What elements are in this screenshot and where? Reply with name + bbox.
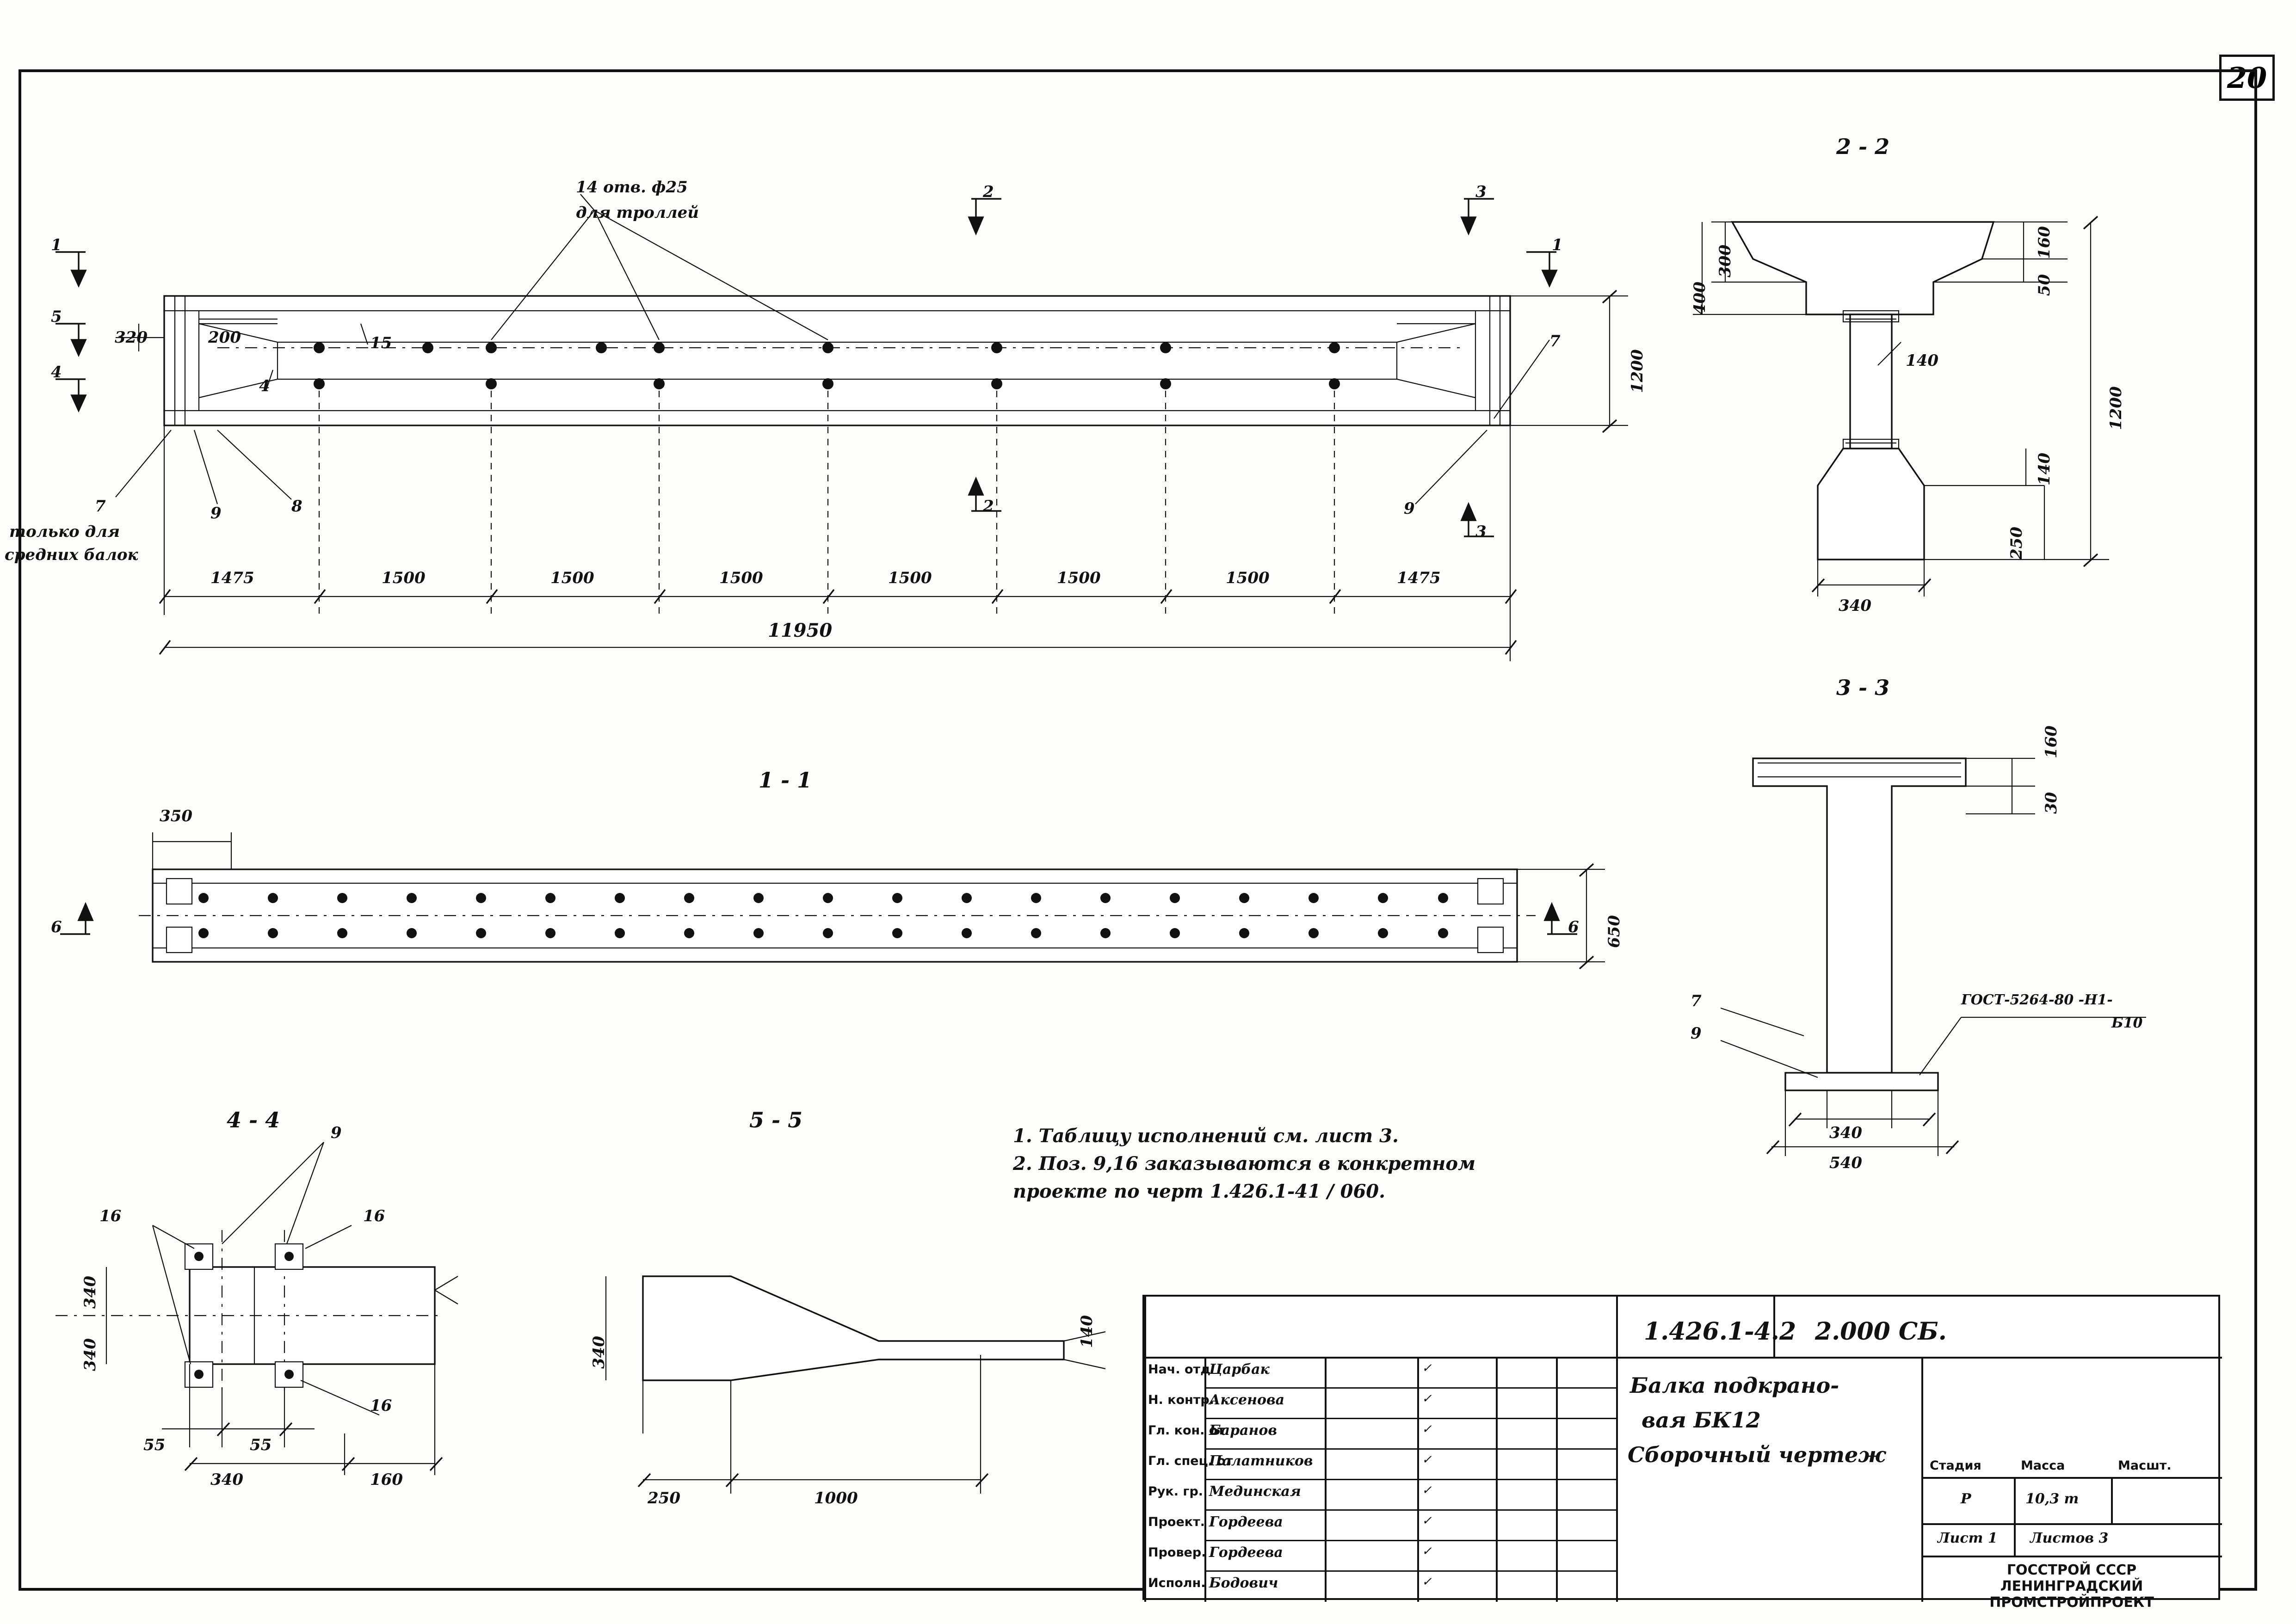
holes-callout-line1: 14 отв. ф25: [576, 178, 688, 197]
mass-label: Масса: [2021, 1458, 2065, 1473]
role-6: Провер.: [1148, 1545, 1206, 1560]
note-middle-beams-line1: только для: [9, 523, 120, 541]
view-3-3-dim-160: 160: [2042, 726, 2061, 758]
signature-3: ✓: [1422, 1453, 1432, 1467]
signature-1: ✓: [1422, 1392, 1432, 1406]
signature-7: ✓: [1422, 1575, 1432, 1589]
section-mark-1-right: 1: [1552, 236, 1563, 254]
view-5-5-title: 5 - 5: [749, 1107, 803, 1132]
signature-0: ✓: [1422, 1361, 1432, 1375]
view-2-2-dim-250: 250: [2007, 527, 2026, 560]
name-0: Царбак: [1209, 1361, 1270, 1378]
tb-rowline-5: [1204, 1509, 1616, 1511]
view-4-4-dim-55-b: 55: [250, 1436, 272, 1454]
view-2-2-dim-340: 340: [1839, 597, 1871, 615]
view-2-2-dim-50: 50: [2035, 274, 2054, 296]
page-number-box: 20: [2219, 55, 2275, 101]
view-1-1-dim-350: 350: [160, 807, 192, 825]
view-5-5-dim-250: 250: [648, 1489, 680, 1507]
dim-1500-1: 1500: [382, 569, 426, 587]
view-4-4-pos-16-c: 16: [370, 1396, 392, 1415]
view-3-3-pos-7: 7: [1691, 992, 1702, 1010]
view-2-2-dim-1200: 1200: [2107, 386, 2125, 430]
name-2: Баранов: [1209, 1422, 1278, 1439]
stage-label: Стадия: [1930, 1458, 1981, 1473]
drawing-mark: 2.000 СБ.: [1815, 1317, 1947, 1346]
dim-1500-4: 1500: [888, 569, 932, 587]
dim-1475-right: 1475: [1397, 569, 1441, 587]
view-4-4-dim-340-b: 340: [81, 1338, 99, 1371]
dim-1475-left: 1475: [210, 569, 254, 587]
signature-2: ✓: [1422, 1422, 1432, 1436]
view-4-4-pos-9: 9: [331, 1124, 342, 1142]
view-3-3-dim-30: 30: [2042, 792, 2061, 814]
tb-vline-2: [1921, 1357, 1923, 1602]
tb-vline-3: [2014, 1477, 2016, 1523]
section-mark-1-left: 1: [51, 236, 62, 254]
drawing-code: 1.426.1-4.2: [1644, 1317, 1796, 1346]
tb-rowline-6: [1204, 1540, 1616, 1541]
tb-hline-2: [1921, 1477, 2222, 1479]
sheet-label: Лист 1: [1938, 1530, 1998, 1546]
dim-total-11950: 11950: [768, 620, 833, 641]
view-2-2-dim-300: 300: [1716, 245, 1734, 277]
tb-hline-4: [1921, 1556, 2222, 1557]
tb-vline-4: [2111, 1477, 2113, 1523]
pos-9-left: 9: [210, 504, 222, 523]
dim-1200-main: 1200: [1628, 349, 1647, 393]
section-mark-3-top: 3: [1475, 183, 1487, 201]
view-1-1-dim-650: 650: [1605, 915, 1623, 948]
name-7: Бодович: [1209, 1575, 1278, 1591]
role-4: Рук. гр.: [1148, 1484, 1204, 1499]
holes-callout-line2: для троллей: [576, 203, 699, 222]
name-1: Аксенова: [1209, 1392, 1285, 1408]
dim-1500-6: 1500: [1226, 569, 1270, 587]
pos-8: 8: [291, 497, 302, 516]
name-6: Гордеева: [1209, 1544, 1283, 1561]
drawing-name-line1: Балка подкрано-: [1630, 1373, 1839, 1398]
view-1-1-title: 1 - 1: [759, 768, 812, 793]
org-line1: ГОССТРОЙ СССР: [2006, 1562, 2137, 1578]
note-line-3: проекте по черт 1.426.1-41 / 060.: [1013, 1181, 1386, 1202]
mass-value: 10,3 т: [2025, 1491, 2079, 1507]
section-mark-5: 5: [51, 308, 62, 326]
scale-label: Масшт.: [2118, 1458, 2172, 1473]
view-4-4-dim-340-c: 340: [210, 1470, 243, 1489]
drawing-name-line3: Сборочный чертеж: [1628, 1442, 1886, 1467]
section-mark-2-top: 2: [983, 183, 994, 201]
org-line3: ПРОМСТРОЙПРОЕКТ: [1989, 1594, 2154, 1611]
title-block: [1142, 1295, 2220, 1611]
weld-note2: Б10: [2111, 1015, 2143, 1031]
drawing-name-line2: вая БК12: [1642, 1408, 1761, 1433]
note-middle-beams-line2: средних балок: [5, 546, 138, 564]
pos-7-right: 7: [1549, 332, 1561, 351]
view-3-3-dim-540: 540: [1829, 1154, 1862, 1172]
tb-vline-1: [1616, 1297, 1618, 1602]
role-5: Проект.: [1148, 1515, 1205, 1529]
view-3-3-title: 3 - 3: [1836, 675, 1890, 700]
section-mark-2-bottom: 2: [983, 497, 994, 516]
view-1-1-mark-6-right: 6: [1568, 918, 1579, 936]
role-1: Н. контр.: [1148, 1393, 1215, 1407]
name-4: Мединская: [1209, 1483, 1301, 1500]
pos-7-left: 7: [95, 497, 106, 516]
tb-rowline-3: [1204, 1448, 1616, 1450]
tb-vline-col0: [1144, 1297, 1146, 1602]
view-5-5-dim-340: 340: [590, 1336, 608, 1369]
role-2: Гл. кон. от: [1148, 1423, 1225, 1438]
tb-rowline-1: [1204, 1387, 1616, 1389]
role-0: Нач. отд: [1148, 1362, 1211, 1377]
tb-rowline-2: [1204, 1418, 1616, 1419]
view-5-5-dim-140: 140: [1078, 1315, 1096, 1348]
view-4-4-title: 4 - 4: [227, 1107, 280, 1132]
note-line-2: 2. Поз. 9,16 заказываются в конкретном: [1013, 1153, 1476, 1175]
dim-1500-5: 1500: [1057, 569, 1101, 587]
view-2-2-dim-140b: 140: [2035, 453, 2054, 486]
view-2-2-title: 2 - 2: [1836, 134, 1890, 159]
view-2-2-dim-140: 140: [1906, 351, 1938, 370]
weld-note: ГОСТ-5264-80 -Н1-: [1961, 992, 2113, 1008]
tb-rowline-7: [1204, 1570, 1616, 1572]
signature-6: ✓: [1422, 1544, 1432, 1558]
dim-1500-3: 1500: [719, 569, 763, 587]
section-mark-4: 4: [51, 363, 62, 381]
view-4-4-pos-16-a: 16: [99, 1207, 122, 1225]
view-3-3-dim-340: 340: [1829, 1124, 1862, 1142]
view-3-3-pos-9: 9: [1691, 1024, 1702, 1043]
role-7: Исполн.: [1148, 1576, 1206, 1590]
view-4-4-dim-55-a: 55: [143, 1436, 166, 1454]
view-4-4-dim-340-a: 340: [81, 1276, 99, 1309]
tb-vline-5: [2014, 1523, 2016, 1556]
signature-4: ✓: [1422, 1483, 1432, 1497]
view-1-1-mark-6-left: 6: [51, 918, 62, 936]
section-mark-3-bottom: 3: [1475, 523, 1487, 541]
pos-15: 15: [370, 334, 392, 352]
name-5: Гордеева: [1209, 1514, 1283, 1530]
org-line2: ЛЕНИНГРАДСКИЙ: [2000, 1578, 2143, 1594]
name-3: Палатников: [1209, 1453, 1313, 1469]
tb-hline-3: [1921, 1523, 2222, 1525]
dim-1500-2: 1500: [550, 569, 594, 587]
view-2-2-dim-160: 160: [2035, 226, 2054, 259]
tb-rowline-4: [1204, 1479, 1616, 1480]
view-5-5-dim-1000: 1000: [814, 1489, 858, 1507]
pos-9-right: 9: [1404, 499, 1415, 518]
stage-value: Р: [1961, 1491, 1971, 1507]
view-2-2-dim-400: 400: [1691, 282, 1709, 314]
signature-5: ✓: [1422, 1514, 1432, 1528]
dim-320: 320: [115, 328, 148, 347]
dim-200: 200: [208, 328, 241, 347]
pos-4: 4: [259, 377, 270, 395]
sheets-label: Листов 3: [2030, 1530, 2109, 1546]
view-4-4-dim-160: 160: [370, 1470, 403, 1489]
role-3: Гл. спец. от: [1148, 1454, 1233, 1468]
note-line-1: 1. Таблицу исполнений см. лист 3.: [1013, 1125, 1399, 1147]
tb-hline-top: [1144, 1357, 2222, 1359]
view-4-4-pos-16-b: 16: [363, 1207, 385, 1225]
